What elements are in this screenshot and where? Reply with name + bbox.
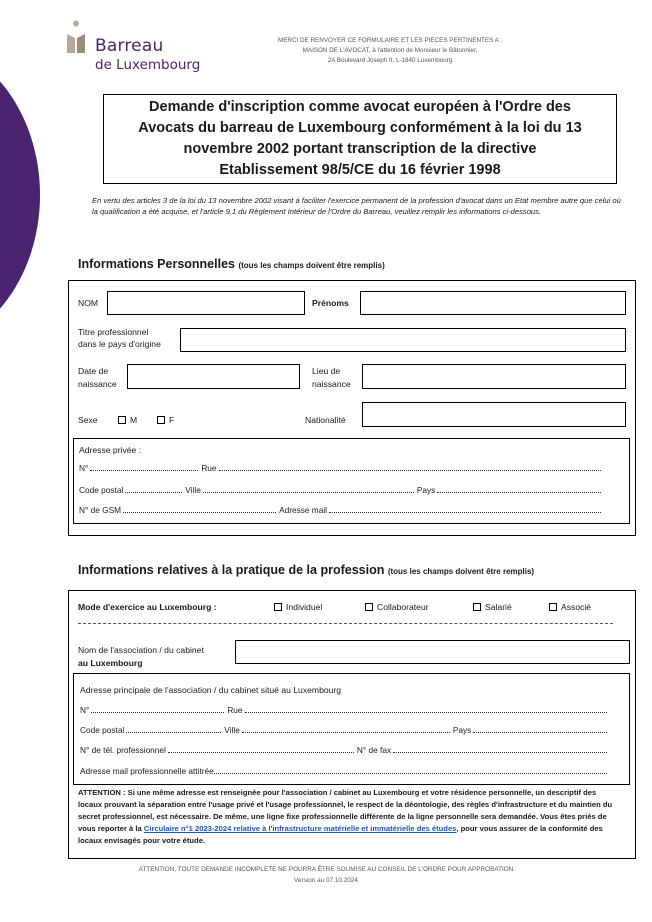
gsm-label: N° de GSM xyxy=(79,505,122,515)
lieu-naissance-field[interactable] xyxy=(362,364,626,389)
option-associe[interactable] xyxy=(549,601,591,613)
practice-address-row4 xyxy=(80,766,610,776)
practice-pays-label: Pays xyxy=(452,725,472,735)
option-salarie[interactable] xyxy=(473,601,512,613)
private-address-row2 xyxy=(79,485,604,495)
practice-address-row3 xyxy=(80,745,610,755)
mode-divider xyxy=(78,623,613,624)
nom-label: NOM xyxy=(78,298,99,308)
attention-label: ATTENTION xyxy=(78,788,121,797)
practice-address-row1 xyxy=(80,705,610,715)
document-title xyxy=(103,94,617,184)
private-ville-field[interactable] xyxy=(203,492,414,493)
private-pays-label: Pays xyxy=(416,485,436,495)
nationalite-field[interactable] xyxy=(362,402,626,427)
logo-mark-icon xyxy=(63,20,89,54)
associe-label: Associé xyxy=(561,602,592,612)
practice-no-field[interactable] xyxy=(91,712,224,713)
personal-heading-text: Informations Personnelles xyxy=(78,257,235,271)
logo-line2: de Luxembourg xyxy=(95,57,201,73)
salarie-label: Salarié xyxy=(485,602,512,612)
private-rue-field[interactable] xyxy=(219,470,601,471)
private-cp-field[interactable] xyxy=(125,492,182,493)
individuel-checkbox[interactable] xyxy=(274,603,282,611)
private-address-title: Adresse privée : xyxy=(79,445,142,455)
assoc-label-line1: Nom de l'association / du cabinet xyxy=(78,645,204,655)
practice-pays-field[interactable] xyxy=(473,732,607,733)
tel-field[interactable] xyxy=(168,752,354,753)
note-line3: 2A Boulevard Joseph II, L-1840 Luxembourg xyxy=(327,57,453,64)
private-no-field[interactable] xyxy=(90,470,198,471)
practice-ville-label: Ville xyxy=(224,725,240,735)
private-no-label: N° xyxy=(79,463,89,473)
lieu-label-line1: Lieu de xyxy=(312,366,341,376)
title-line1: Demande d'inscription comme avocat européen à l'Ordre des xyxy=(149,99,571,115)
footer-version: Version au 07.10.2024 xyxy=(294,877,358,884)
title-line2: Avocats du barreau de Luxembourg conformément à la loi du 13 xyxy=(138,120,582,136)
fax-label: N° de fax xyxy=(356,745,392,755)
private-ville-label: Ville xyxy=(185,485,201,495)
titre-label-line2: dans le pays d'origine xyxy=(78,339,161,349)
title-line3: novembre 2002 portant transcription de la directive xyxy=(183,141,537,157)
practice-section-heading xyxy=(78,563,534,577)
practice-address-title: Adresse principale de l'association / du cabinet situé au Luxembourg xyxy=(80,685,342,695)
sexe-label: Sexe xyxy=(78,415,98,425)
nationalite-label: Nationalité xyxy=(305,415,346,425)
circulaire-link[interactable]: Circulaire n°1 2023-2024 relative à l'infrastructure matérielle et immatérielle des études xyxy=(143,824,457,833)
practice-ville-field[interactable] xyxy=(242,732,450,733)
assoc-label-line2: au Luxembourg xyxy=(78,658,143,668)
sexe-f-checkbox[interactable] xyxy=(157,416,165,424)
logo-line1: Barreau xyxy=(95,36,164,56)
associe-checkbox[interactable] xyxy=(549,603,557,611)
sexe-f-label: F xyxy=(169,415,175,425)
decorative-arc xyxy=(0,40,40,350)
personal-heading-note: (tous les champs doivent être remplis) xyxy=(238,261,385,270)
note-line1: MERCI DE RENVOYER CE FORMULAIRE ET LES PIECES PERTINENTES A : xyxy=(277,37,503,44)
private-address-row3 xyxy=(79,505,604,515)
practice-address-row2 xyxy=(80,725,610,735)
footer-warning: ATTENTION, TOUTE DEMANDE INCOMPLETE NE POURRA ÊTRE SOUMISE AU CONSEIL DE L'ORDRE POUR APPROBATION xyxy=(138,866,514,873)
attention-notice xyxy=(78,787,618,847)
sexe-m-label: M xyxy=(130,415,138,425)
sexe-m-checkbox[interactable] xyxy=(118,416,126,424)
private-rue-label: Rue xyxy=(201,463,217,473)
practice-email-label: Adresse mail professionnelle attitrée xyxy=(80,766,214,776)
note-line2: MAISON DE L'AVOCAT, à l'attention de Monsieur le Bâtonnier, xyxy=(302,47,478,54)
option-individuel[interactable] xyxy=(274,601,322,613)
date-label-line1: Date de xyxy=(78,366,109,376)
practice-rue-field[interactable] xyxy=(245,712,607,713)
practice-email-field[interactable] xyxy=(214,773,607,774)
sexe-m-option[interactable] xyxy=(118,414,137,426)
sexe-f-option[interactable] xyxy=(157,414,174,426)
practice-rue-label: Rue xyxy=(227,705,243,715)
fax-field[interactable] xyxy=(393,752,607,753)
mode-exercice-label: Mode d'exercice au Luxembourg : xyxy=(78,602,217,612)
private-cp-label: Code postal xyxy=(79,485,124,495)
private-email-field[interactable] xyxy=(329,512,601,513)
private-address-row1 xyxy=(79,463,604,473)
assoc-name-field[interactable] xyxy=(235,640,630,664)
option-collaborateur[interactable] xyxy=(365,601,429,613)
date-label-line2: naissance xyxy=(78,379,117,389)
lieu-label-line2: naissance xyxy=(312,379,351,389)
practice-no-label: N° xyxy=(80,705,90,715)
collaborateur-checkbox[interactable] xyxy=(365,603,373,611)
personal-section-heading xyxy=(78,257,385,271)
tel-label: N° de tél. professionnel xyxy=(80,745,166,755)
gsm-field[interactable] xyxy=(123,512,276,513)
practice-heading-text: Informations relatives à la pratique de la profession xyxy=(78,563,385,577)
attention-text: : Si une même adresse est renseignée pour l'association / cabinet au Luxembourg et votre résidence personnelle, un descriptif des locaux prouvant la séparation entre l'usage privé et l'usage professionnel, le respect de la déontologie, des règles d'infrastructure et du maintien du secret professionnel, est nécessaire. De même, une ligne fixe professionnelle différente de la ligne personnelle sera demandée. Vous êtes priés de vous reporter à la xyxy=(78,788,613,833)
individuel-label: Individuel xyxy=(286,602,323,612)
return-address-note xyxy=(240,36,540,66)
salarie-checkbox[interactable] xyxy=(473,603,481,611)
titre-professionnel-field[interactable] xyxy=(180,328,626,352)
collaborateur-label: Collaborateur xyxy=(377,602,429,612)
attention-text-end: , pour vous assurer de la conformité des locaux envisagés pour votre étude. xyxy=(78,824,603,845)
title-line4: Etablissement 98/5/CE du 16 février 1998 xyxy=(219,162,501,178)
logo xyxy=(63,16,203,76)
date-naissance-field[interactable] xyxy=(127,364,300,389)
practice-heading-note: (tous les champs doivent être remplis) xyxy=(387,567,535,576)
private-email-label: Adresse mail xyxy=(279,505,328,515)
intro-text: En vertu des articles 3 de la loi du 13 novembre 2002 visant à faciliter l'exercice permanent de la profession d'avocat dans un Etat membre autre que celui où la qualification a été acquise, et l'article 9.1 du Règlement Intérieur de l'Ordre du Barreau, veuillez remplir les informations ci-dessous. xyxy=(92,196,621,216)
practice-cp-field[interactable] xyxy=(126,732,221,733)
nom-field[interactable] xyxy=(107,291,305,315)
prenoms-field[interactable] xyxy=(360,291,626,315)
prenoms-label: Prénoms xyxy=(312,298,349,308)
private-pays-field[interactable] xyxy=(437,492,601,493)
titre-label-line1: Titre professionnel xyxy=(78,327,149,337)
practice-cp-label: Code postal xyxy=(80,725,125,735)
